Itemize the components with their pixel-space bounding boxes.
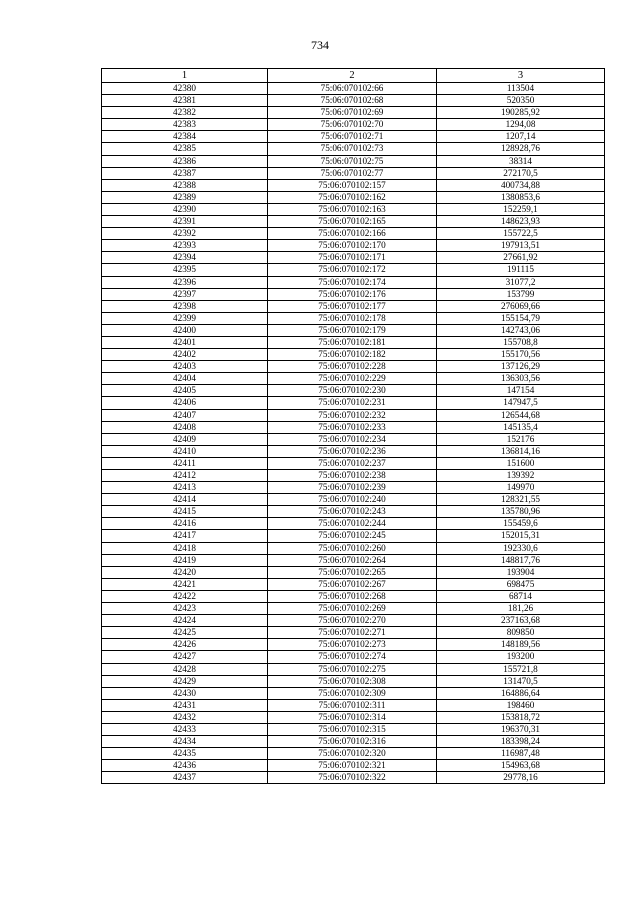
cadastral-number-cell: 75:06:070102:236 [268,445,437,457]
table-row [102,203,605,215]
row-number-cell: 42434 [102,736,268,748]
row-number-cell: 42417 [102,530,268,542]
row-number-cell: 42381 [102,95,268,107]
table-row [102,397,605,409]
cadastral-number-cell: 75:06:070102:178 [268,312,437,324]
row-number-cell: 42403 [102,361,268,373]
cadastral-number-cell: 75:06:070102:234 [268,433,437,445]
row-number-cell: 42431 [102,699,268,711]
row-number-cell: 42382 [102,107,268,119]
table-row [102,554,605,566]
cadastral-number-cell: 75:06:070102:181 [268,336,437,348]
cadastral-number-cell: 75:06:070102:69 [268,107,437,119]
row-number-cell: 42419 [102,554,268,566]
value-cell: 38314 [437,155,605,167]
cadastral-number-cell: 75:06:070102:176 [268,288,437,300]
cadastral-number-cell: 75:06:070102:239 [268,482,437,494]
table-row [102,300,605,312]
value-cell: 155154,79 [437,312,605,324]
row-number-cell: 42401 [102,336,268,348]
value-cell: 113504 [437,83,605,95]
row-number-cell: 42418 [102,542,268,554]
value-cell: 196370,31 [437,723,605,735]
row-number-cell: 42397 [102,288,268,300]
cadastral-number-cell: 75:06:070102:171 [268,252,437,264]
table-row [102,167,605,179]
table-row [102,603,605,615]
value-cell: 193904 [437,566,605,578]
cadastral-number-cell: 75:06:070102:230 [268,385,437,397]
row-number-cell: 42421 [102,578,268,590]
table-row [102,385,605,397]
table-row [102,312,605,324]
cadastral-number-cell: 75:06:070102:228 [268,361,437,373]
table-row [102,336,605,348]
cadastral-number-cell: 75:06:070102:275 [268,663,437,675]
column-header-3: 3 [437,69,605,83]
cadastral-number-cell: 75:06:070102:268 [268,590,437,602]
cadastral-number-cell: 75:06:070102:244 [268,518,437,530]
value-cell: 197913,51 [437,240,605,252]
cadastral-number-cell: 75:06:070102:240 [268,494,437,506]
cadastral-number-cell: 75:06:070102:170 [268,240,437,252]
data-table [101,68,605,784]
table-row [102,373,605,385]
cadastral-number-cell: 75:06:070102:77 [268,167,437,179]
row-number-cell: 42383 [102,119,268,131]
row-number-cell: 42412 [102,470,268,482]
column-header-2: 2 [268,69,437,83]
cadastral-number-cell: 75:06:070102:314 [268,711,437,723]
value-cell: 154963,68 [437,760,605,772]
value-cell: 198460 [437,699,605,711]
row-number-cell: 42426 [102,639,268,651]
cadastral-number-cell: 75:06:070102:271 [268,627,437,639]
row-number-cell: 42405 [102,385,268,397]
value-cell: 148817,76 [437,554,605,566]
cadastral-number-cell: 75:06:070102:265 [268,566,437,578]
table-body [102,83,605,784]
row-number-cell: 42392 [102,228,268,240]
cadastral-number-cell: 75:06:070102:321 [268,760,437,772]
table-row [102,615,605,627]
cadastral-number-cell: 75:06:070102:322 [268,772,437,784]
row-number-cell: 42428 [102,663,268,675]
value-cell: 136303,56 [437,373,605,385]
row-number-cell: 42380 [102,83,268,95]
value-cell: 27661,92 [437,252,605,264]
cadastral-number-cell: 75:06:070102:269 [268,603,437,615]
value-cell: 155722,5 [437,228,605,240]
table-row [102,590,605,602]
row-number-cell: 42432 [102,711,268,723]
cadastral-number-cell: 75:06:070102:233 [268,421,437,433]
table-row [102,264,605,276]
cadastral-number-cell: 75:06:070102:172 [268,264,437,276]
value-cell: 164886,64 [437,687,605,699]
value-cell: 147947,5 [437,397,605,409]
cadastral-number-cell: 75:06:070102:66 [268,83,437,95]
value-cell: 147154 [437,385,605,397]
header-row [102,69,605,83]
row-number-cell: 42437 [102,772,268,784]
row-number-cell: 42404 [102,373,268,385]
value-cell: 155721,8 [437,663,605,675]
cadastral-number-cell: 75:06:070102:231 [268,397,437,409]
value-cell: 128321,55 [437,494,605,506]
row-number-cell: 42394 [102,252,268,264]
value-cell: 237163,68 [437,615,605,627]
row-number-cell: 42420 [102,566,268,578]
cadastral-number-cell: 75:06:070102:273 [268,639,437,651]
cadastral-number-cell: 75:06:070102:179 [268,324,437,336]
value-cell: 152259,1 [437,203,605,215]
value-cell: 128928,76 [437,143,605,155]
cadastral-number-cell: 75:06:070102:182 [268,349,437,361]
row-number-cell: 42393 [102,240,268,252]
cadastral-number-cell: 75:06:070102:174 [268,276,437,288]
table-row [102,566,605,578]
value-cell: 192330,6 [437,542,605,554]
table-row [102,687,605,699]
value-cell: 116987,48 [437,748,605,760]
value-cell: 148623,93 [437,216,605,228]
table-row [102,228,605,240]
table-row [102,119,605,131]
cadastral-number-cell: 75:06:070102:177 [268,300,437,312]
table-row [102,494,605,506]
value-cell: 135780,96 [437,506,605,518]
value-cell: 155459,6 [437,518,605,530]
row-number-cell: 42407 [102,409,268,421]
value-cell: 136814,16 [437,445,605,457]
value-cell: 31077,2 [437,276,605,288]
row-number-cell: 42433 [102,723,268,735]
cadastral-number-cell: 75:06:070102:162 [268,191,437,203]
value-cell: 152015,31 [437,530,605,542]
row-number-cell: 42410 [102,445,268,457]
value-cell: 190285,92 [437,107,605,119]
table-row [102,760,605,772]
row-number-cell: 42402 [102,349,268,361]
table-row [102,155,605,167]
value-cell: 1380853,6 [437,191,605,203]
row-number-cell: 42436 [102,760,268,772]
cadastral-number-cell: 75:06:070102:264 [268,554,437,566]
table-row [102,95,605,107]
value-cell: 698475 [437,578,605,590]
table-row [102,518,605,530]
cadastral-number-cell: 75:06:070102:309 [268,687,437,699]
cadastral-number-cell: 75:06:070102:68 [268,95,437,107]
table-row [102,409,605,421]
row-number-cell: 42389 [102,191,268,203]
table-row [102,748,605,760]
table-row [102,240,605,252]
column-header-1: 1 [102,69,268,83]
value-cell: 68714 [437,590,605,602]
row-number-cell: 42435 [102,748,268,760]
row-number-cell: 42396 [102,276,268,288]
row-number-cell: 42416 [102,518,268,530]
value-cell: 181,26 [437,603,605,615]
value-cell: 191115 [437,264,605,276]
cadastral-number-cell: 75:06:070102:157 [268,179,437,191]
value-cell: 131470,5 [437,675,605,687]
row-number-cell: 42387 [102,167,268,179]
table-row [102,578,605,590]
value-cell: 809850 [437,627,605,639]
row-number-cell: 42406 [102,397,268,409]
value-cell: 145135,4 [437,421,605,433]
table-row [102,445,605,457]
row-number-cell: 42400 [102,324,268,336]
value-cell: 151600 [437,457,605,469]
value-cell: 142743,06 [437,324,605,336]
row-number-cell: 42429 [102,675,268,687]
value-cell: 400734,88 [437,179,605,191]
table-row [102,723,605,735]
table-row [102,639,605,651]
table-row [102,542,605,554]
value-cell: 1207,14 [437,131,605,143]
table-row [102,179,605,191]
row-number-cell: 42411 [102,457,268,469]
table-row [102,711,605,723]
row-number-cell: 42395 [102,264,268,276]
row-number-cell: 42384 [102,131,268,143]
value-cell: 137126,29 [437,361,605,373]
row-number-cell: 42388 [102,179,268,191]
value-cell: 276069,66 [437,300,605,312]
row-number-cell: 42430 [102,687,268,699]
row-number-cell: 42414 [102,494,268,506]
table-row [102,349,605,361]
cadastral-number-cell: 75:06:070102:308 [268,675,437,687]
row-number-cell: 42390 [102,203,268,215]
value-cell: 520350 [437,95,605,107]
cadastral-number-cell: 75:06:070102:163 [268,203,437,215]
table-row [102,421,605,433]
table-row [102,736,605,748]
value-cell: 152176 [437,433,605,445]
value-cell: 272170,5 [437,167,605,179]
cadastral-number-cell: 75:06:070102:315 [268,723,437,735]
cadastral-number-cell: 75:06:070102:270 [268,615,437,627]
value-cell: 1294,08 [437,119,605,131]
table-row [102,252,605,264]
value-cell: 126544,68 [437,409,605,421]
table-row [102,191,605,203]
table-row [102,482,605,494]
table-row [102,627,605,639]
table-row [102,83,605,95]
row-number-cell: 42408 [102,421,268,433]
table-row [102,506,605,518]
cadastral-number-cell: 75:06:070102:320 [268,748,437,760]
page-number: 734 [311,38,329,52]
row-number-cell: 42423 [102,603,268,615]
cadastral-number-cell: 75:06:070102:238 [268,470,437,482]
table-row [102,324,605,336]
table-row [102,530,605,542]
table-row [102,361,605,373]
table-row [102,699,605,711]
value-cell: 153799 [437,288,605,300]
value-cell: 153818,72 [437,711,605,723]
cadastral-number-cell: 75:06:070102:316 [268,736,437,748]
cadastral-number-cell: 75:06:070102:166 [268,228,437,240]
value-cell: 149970 [437,482,605,494]
cadastral-number-cell: 75:06:070102:245 [268,530,437,542]
row-number-cell: 42415 [102,506,268,518]
value-cell: 183398,24 [437,736,605,748]
cadastral-number-cell: 75:06:070102:70 [268,119,437,131]
table-row [102,651,605,663]
row-number-cell: 42425 [102,627,268,639]
cadastral-number-cell: 75:06:070102:243 [268,506,437,518]
cadastral-number-cell: 75:06:070102:232 [268,409,437,421]
table-row [102,772,605,784]
table-row [102,216,605,228]
cadastral-number-cell: 75:06:070102:237 [268,457,437,469]
value-cell: 155170,56 [437,349,605,361]
row-number-cell: 42427 [102,651,268,663]
value-cell: 148189,56 [437,639,605,651]
row-number-cell: 42413 [102,482,268,494]
row-number-cell: 42391 [102,216,268,228]
table-row [102,288,605,300]
table-row [102,457,605,469]
row-number-cell: 42386 [102,155,268,167]
cadastral-number-cell: 75:06:070102:75 [268,155,437,167]
table-row [102,675,605,687]
cadastral-number-cell: 75:06:070102:274 [268,651,437,663]
table-row [102,107,605,119]
row-number-cell: 42385 [102,143,268,155]
table-row [102,433,605,445]
value-cell: 139392 [437,470,605,482]
table-row [102,143,605,155]
row-number-cell: 42409 [102,433,268,445]
value-cell: 155708,8 [437,336,605,348]
cadastral-number-cell: 75:06:070102:73 [268,143,437,155]
cadastral-number-cell: 75:06:070102:165 [268,216,437,228]
cadastral-number-cell: 75:06:070102:229 [268,373,437,385]
cadastral-number-cell: 75:06:070102:260 [268,542,437,554]
row-number-cell: 42424 [102,615,268,627]
table-row [102,663,605,675]
table-row [102,276,605,288]
value-cell: 29778,16 [437,772,605,784]
row-number-cell: 42398 [102,300,268,312]
table-row [102,470,605,482]
table-row [102,131,605,143]
cadastral-number-cell: 75:06:070102:311 [268,699,437,711]
row-number-cell: 42422 [102,590,268,602]
cadastral-number-cell: 75:06:070102:267 [268,578,437,590]
row-number-cell: 42399 [102,312,268,324]
value-cell: 193200 [437,651,605,663]
cadastral-number-cell: 75:06:070102:71 [268,131,437,143]
